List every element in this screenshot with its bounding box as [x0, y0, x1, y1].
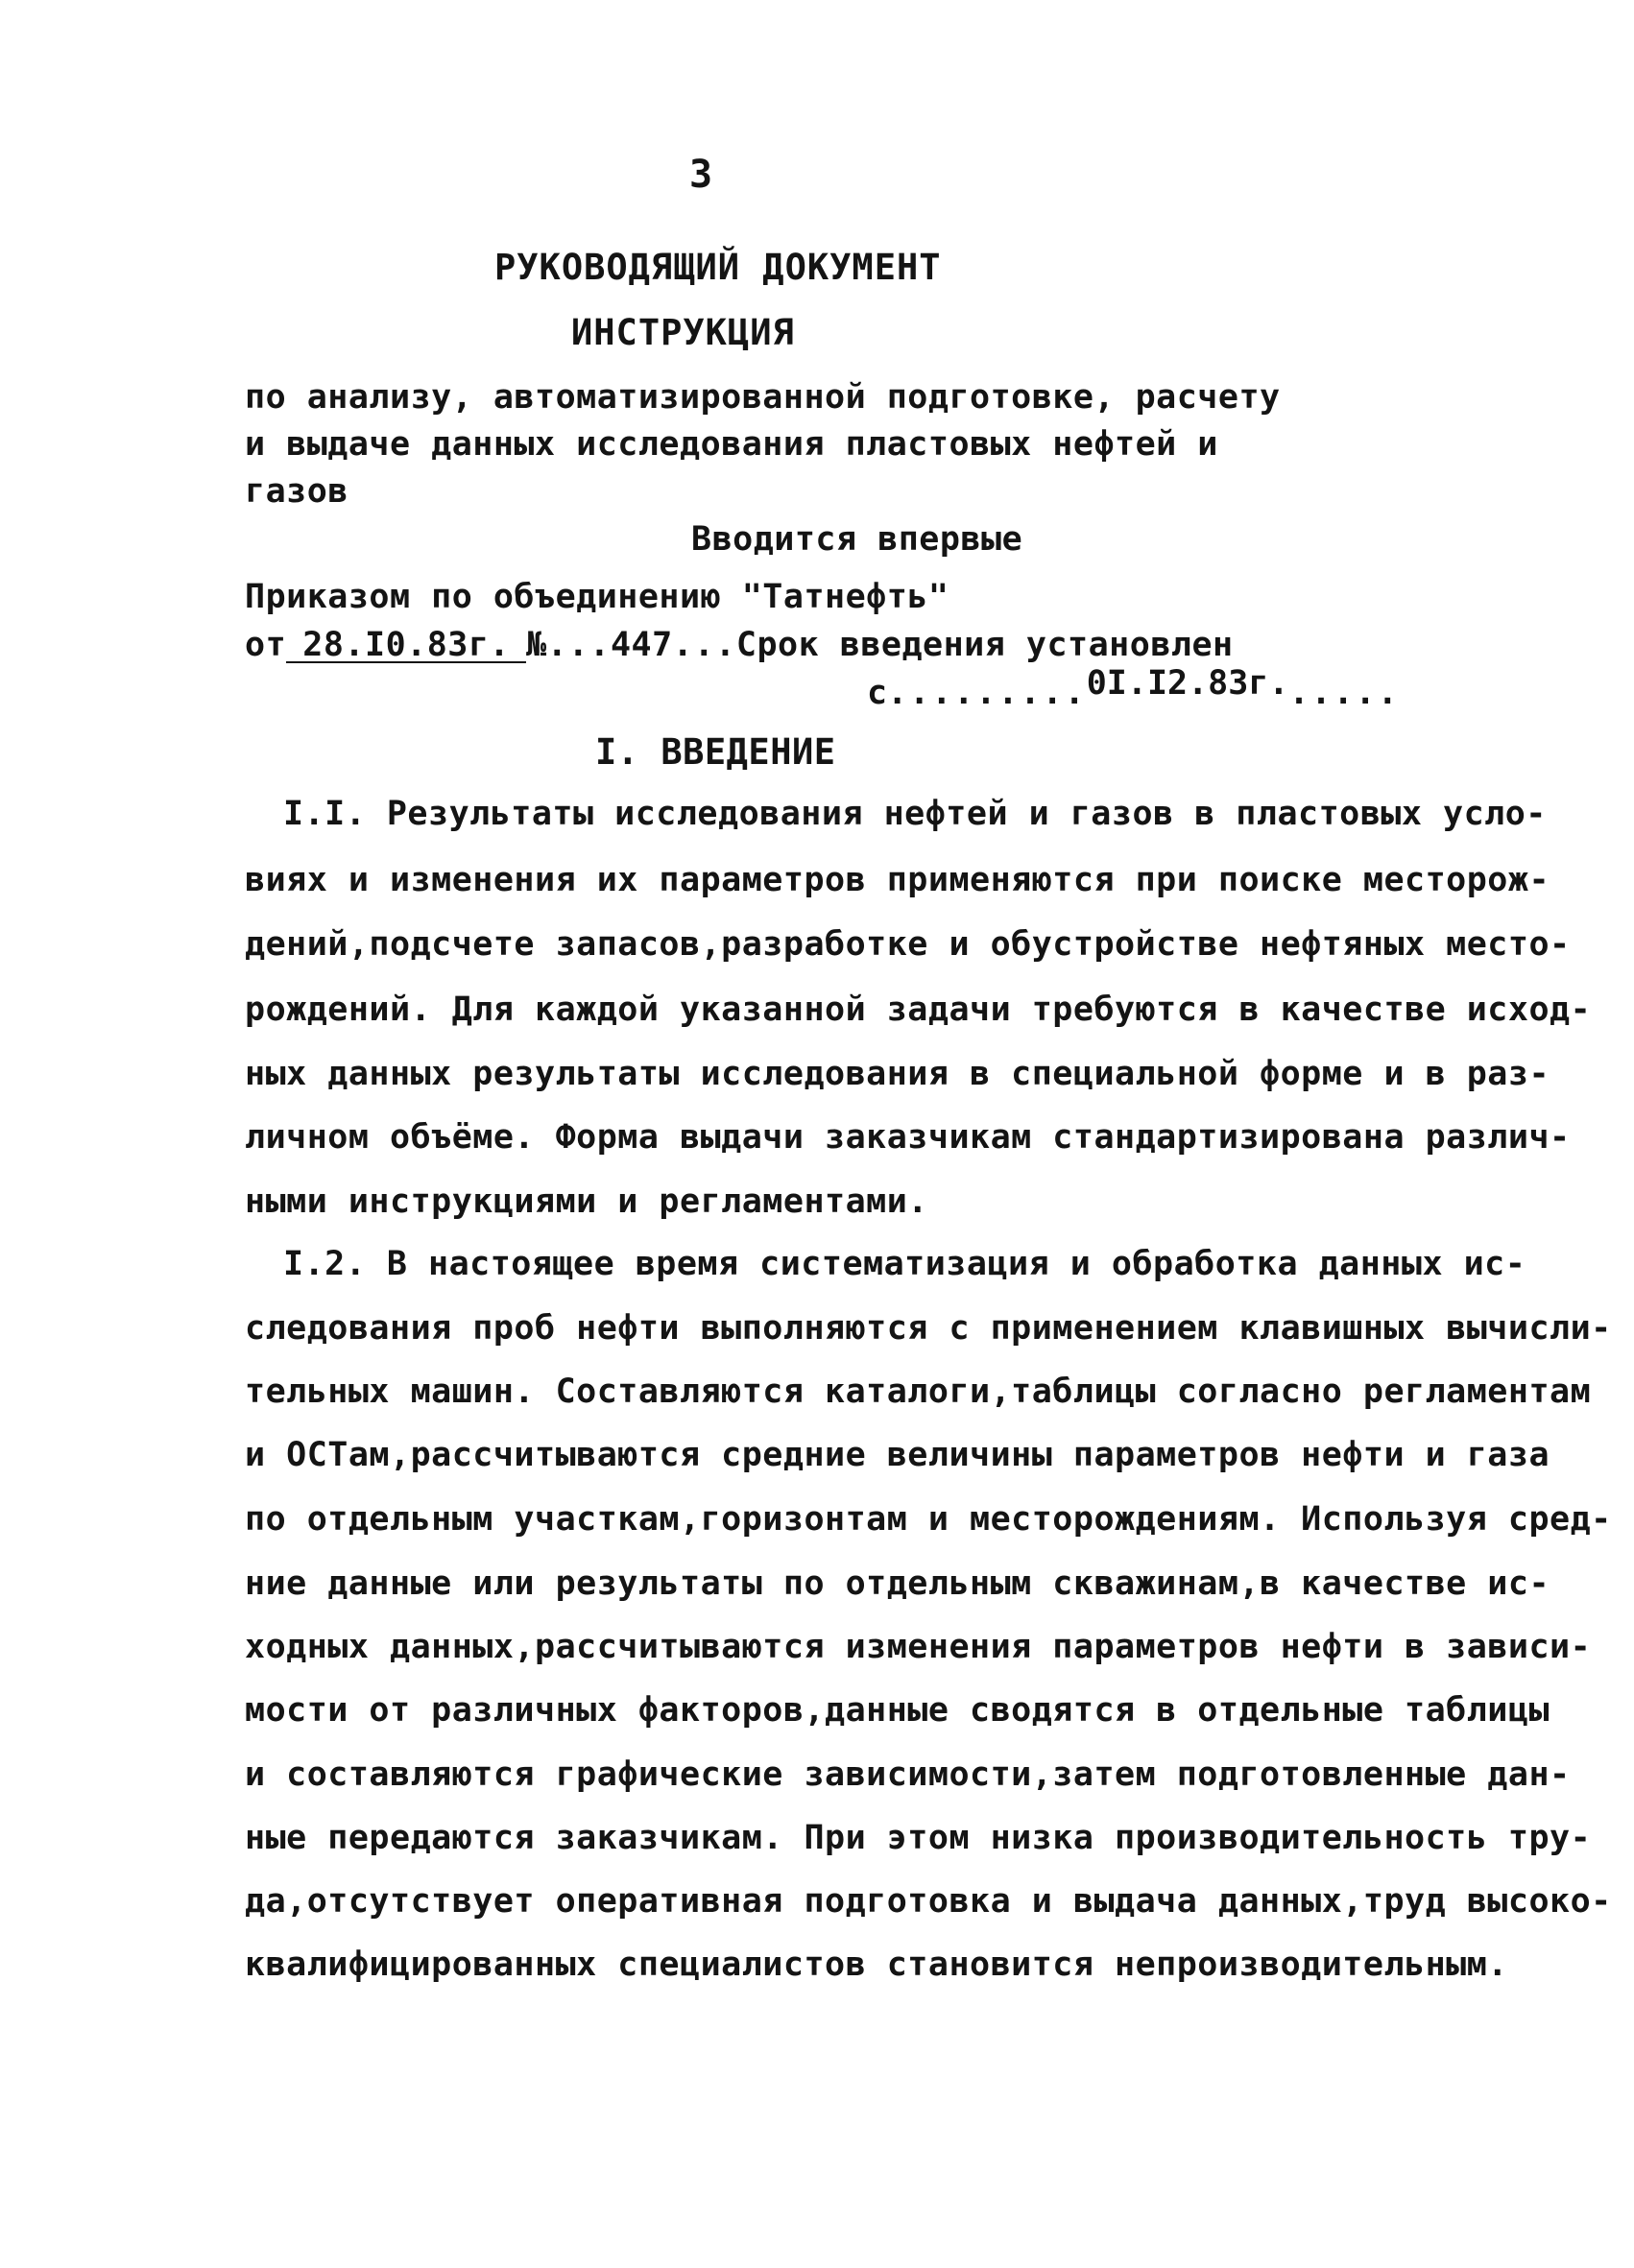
document-title: РУКОВОДЯЩИЙ ДОКУМЕНТ: [494, 247, 942, 288]
start-dots: .....: [1288, 674, 1400, 712]
paragraph-1-line: ных данных результаты исследования в специальной форме и в раз-: [245, 1055, 1550, 1093]
start-date-row: [867, 664, 1400, 714]
paragraph-2-line: и составляются графические зависимости,затем подготовленные дан-: [245, 1755, 1571, 1794]
section-title: I. ВВЕДЕНИЕ: [595, 731, 836, 773]
order-date: 28.I0.83г.: [286, 629, 526, 663]
intro-line: по анализу, автоматизированной подготовке, расчету: [245, 378, 1281, 417]
start-dots: .........: [887, 674, 1087, 712]
paragraph-2-line: ние данные или результаты по отдельным скважинам,в качестве ис-: [245, 1564, 1550, 1603]
page-number: 3: [689, 153, 713, 197]
intro-line: и выдаче данных исследования пластовых нефтей и: [245, 425, 1218, 464]
paragraph-1-line: ными инструкциями и регламентами.: [245, 1182, 928, 1221]
paragraph-2-line: по отдельным участкам,горизонтам и месторождениям. Используя сред-: [245, 1500, 1612, 1539]
order-number-label: №: [526, 626, 547, 664]
paragraph-2-line: квалифицированных специалистов становится непроизводительным.: [245, 1946, 1508, 1984]
paragraph-2-line: и ОСТам,рассчитываются средние величины параметров нефти и газа: [245, 1436, 1550, 1474]
paragraph-2-line: ные передаются заказчикам. При этом низка производительность тру-: [245, 1819, 1592, 1857]
paragraph-2-line: мости от различных факторов,данные сводятся в отдельные таблицы: [245, 1691, 1550, 1730]
introduced-note: Вводится впервые: [691, 520, 1023, 559]
order-line: Приказом по объединению "Татнефть": [245, 578, 949, 616]
order-term-label: Срок введения установлен: [735, 626, 1234, 664]
paragraph-1-line: дений,подсчете запасов,разработке и обустройстве нефтяных место-: [245, 925, 1571, 964]
paragraph-1-line: виях и изменения их параметров применяются при поиске месторож-: [245, 861, 1550, 899]
paragraph-1-line: личном объёме. Форма выдачи заказчикам стандартизирована различ-: [245, 1118, 1571, 1157]
paragraph-2-line: да,отсутствует оперативная подготовка и выдача данных,труд высоко-: [245, 1882, 1612, 1921]
paragraph-2-line: следования проб нефти выполняются с применением клавишных вычисли-: [245, 1309, 1612, 1348]
paragraph-1-line: I.I. Результаты исследования нефтей и газов в пластовых усло-: [283, 795, 1547, 833]
paragraph-2-line: тельных машин. Составляются каталоги,таблицы согласно регламентам: [245, 1373, 1592, 1411]
intro-line: газов: [245, 472, 348, 511]
document-subtitle: ИНСТРУКЦИЯ: [571, 312, 795, 353]
paragraph-1-line: рождений. Для каждой указанной задачи требуются в качестве исход-: [245, 991, 1592, 1029]
order-from-label: от: [245, 626, 287, 664]
paragraph-2-line: I.2. В настоящее время систематизация и обработка данных ис-: [283, 1245, 1526, 1283]
paragraph-2-line: ходных данных,рассчитываются изменения параметров нефти в зависи-: [245, 1628, 1592, 1666]
order-number: 447: [610, 626, 673, 664]
order-dots: ...: [672, 626, 736, 664]
start-from-label: с: [867, 674, 888, 712]
order-dots: ...: [546, 626, 611, 664]
order-date-row: [245, 624, 1234, 666]
start-date: 0I.I2.83г.: [1086, 664, 1289, 703]
